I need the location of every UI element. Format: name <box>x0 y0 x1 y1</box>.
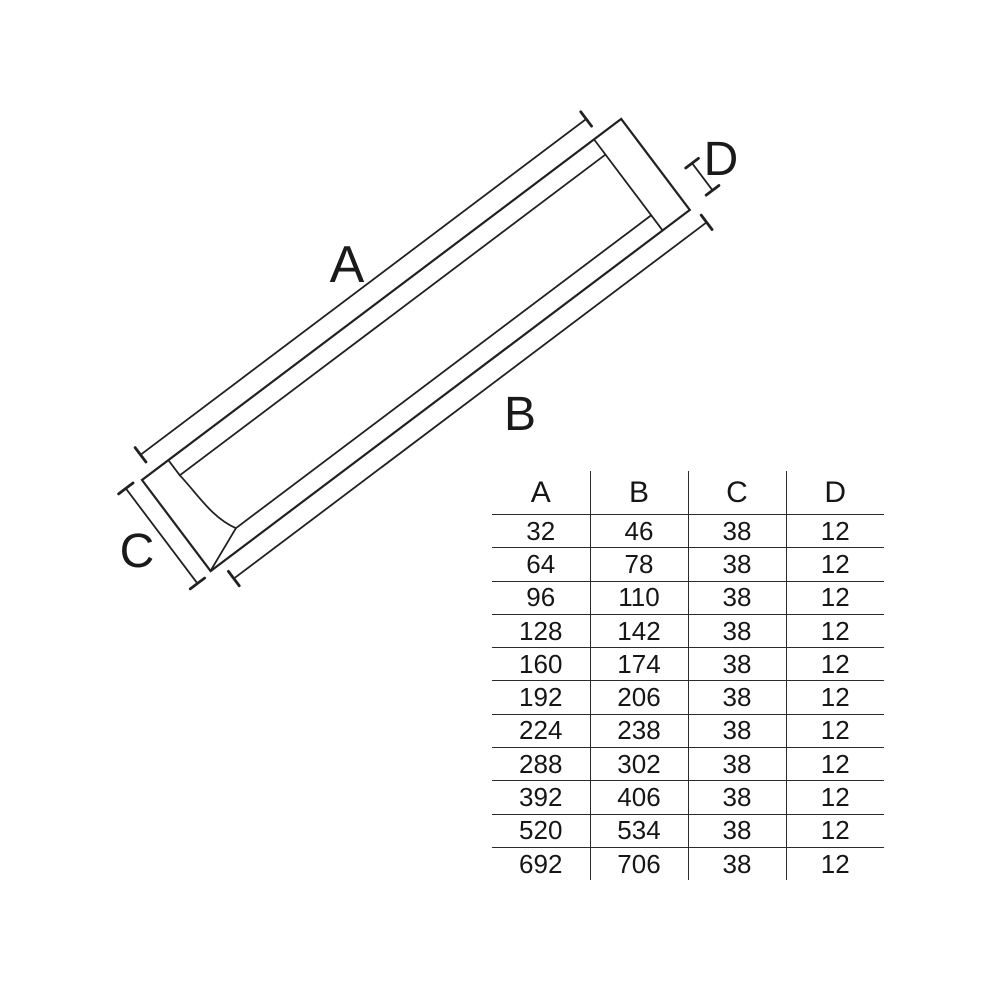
table-cell: 38 <box>688 548 786 581</box>
table-row <box>492 648 884 681</box>
table-header-b: B <box>590 471 688 515</box>
table-cell: 12 <box>786 648 884 681</box>
table-cell: 12 <box>786 548 884 581</box>
table-cell: 38 <box>688 681 786 714</box>
table-cell: 32 <box>492 515 590 548</box>
table-cell: 12 <box>786 781 884 814</box>
dimension-a-tick-end <box>581 112 592 126</box>
table-row <box>492 515 884 548</box>
dimension-a-tick-start <box>135 448 146 462</box>
table-cell: 12 <box>786 814 884 847</box>
dim-label-c: C <box>119 525 155 578</box>
dimension-b-tick-end <box>701 215 712 229</box>
table-row <box>492 847 884 880</box>
table-header-d: D <box>786 471 884 515</box>
table-row <box>492 681 884 714</box>
table-cell: 206 <box>590 681 688 714</box>
table-cell: 12 <box>786 515 884 548</box>
dimension-d-tick-start <box>686 158 699 168</box>
profile-left-inner-line <box>168 460 179 475</box>
profile-scoop-curve <box>180 467 236 536</box>
table-header-a: A <box>530 475 551 509</box>
table-row <box>492 748 884 781</box>
table-cell: 520 <box>492 814 590 847</box>
table-cell: 38 <box>688 515 786 548</box>
table-cell: 192 <box>492 681 590 714</box>
table-cell: 38 <box>688 847 786 880</box>
table-cell: 392 <box>492 781 590 814</box>
table-cell: 12 <box>786 581 884 614</box>
table-header-c: C <box>688 471 786 515</box>
dimension-d-tick-end <box>706 185 719 195</box>
table-cell: 12 <box>786 681 884 714</box>
table-row <box>492 814 884 847</box>
table-cell: 38 <box>688 781 786 814</box>
table-row <box>492 581 884 614</box>
table-cell: 12 <box>786 714 884 747</box>
table-cell: 12 <box>786 748 884 781</box>
table-cell: 534 <box>590 814 688 847</box>
profile-channel-top-edge <box>180 155 606 476</box>
table-header-row <box>492 471 884 515</box>
table-cell: 302 <box>590 748 688 781</box>
table-row <box>492 781 884 814</box>
table-cell: 128 <box>492 614 590 647</box>
table-body <box>492 515 884 881</box>
dim-label-a: A <box>329 236 365 294</box>
table-cell: 238 <box>590 714 688 747</box>
table-cell: 406 <box>590 781 688 814</box>
table-cell: 142 <box>590 614 688 647</box>
table-cell: 38 <box>688 614 786 647</box>
table-cell: 706 <box>590 847 688 880</box>
dimensions-table <box>492 471 884 880</box>
table-cell: 78 <box>590 548 688 581</box>
table-cell: 12 <box>786 614 884 647</box>
table-cell: 64 <box>492 548 590 581</box>
table-cell: 38 <box>688 648 786 681</box>
table-cell: 174 <box>590 648 688 681</box>
table-cell: 692 <box>492 847 590 880</box>
table-row <box>492 548 884 581</box>
table-cell: 46 <box>590 515 688 548</box>
table-row <box>492 614 884 647</box>
table-cell: 224 <box>492 714 590 747</box>
dimension-c-tick-end <box>190 578 204 589</box>
table-cell: 96 <box>492 581 590 614</box>
table-cell: 38 <box>688 714 786 747</box>
table-cell: 38 <box>688 814 786 847</box>
table-cell: 12 <box>786 847 884 880</box>
table-cell: 110 <box>590 581 688 614</box>
table-row <box>492 714 884 747</box>
dimension-c-tick-start <box>119 483 133 494</box>
table-cell: 38 <box>688 748 786 781</box>
table-cell: 38 <box>688 581 786 614</box>
dim-label-d: D <box>703 133 739 186</box>
table-cell: 160 <box>492 648 590 681</box>
profile-end-cap-line <box>594 139 663 230</box>
dimension-b-tick-start <box>228 571 239 585</box>
dim-label-b: B <box>503 388 537 441</box>
table-cell: 288 <box>492 748 590 781</box>
